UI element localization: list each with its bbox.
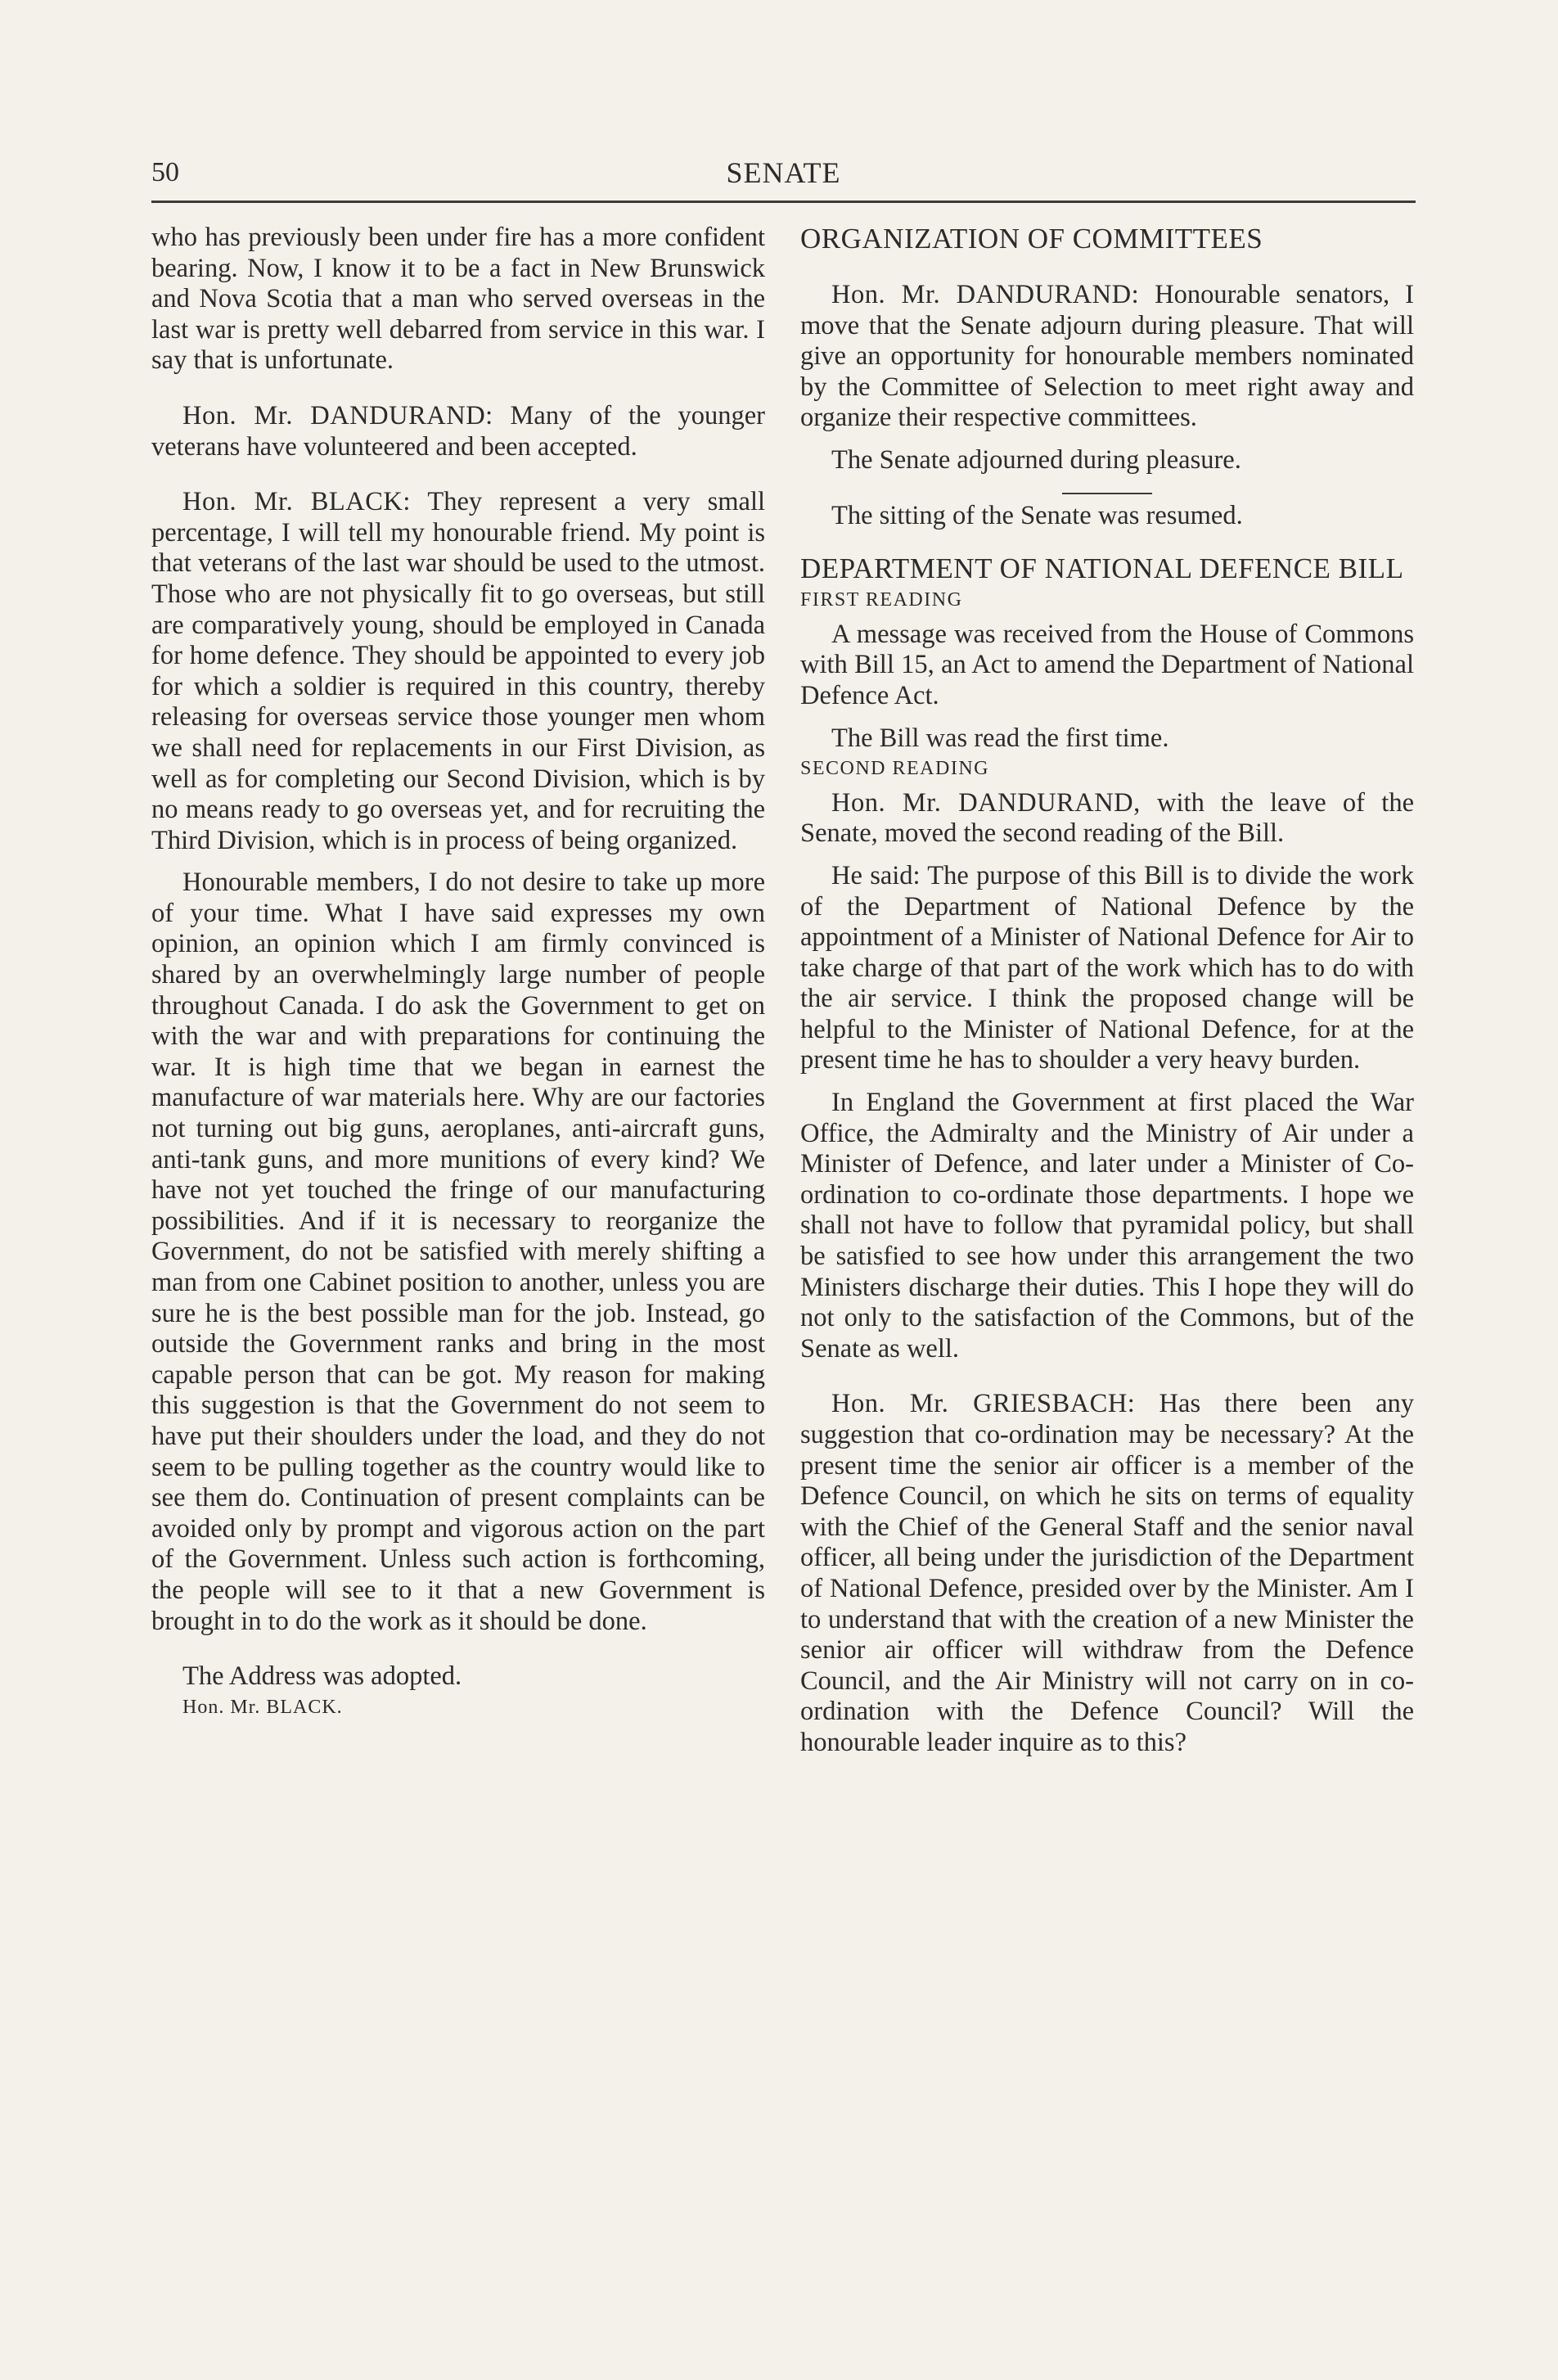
paragraph (151, 487, 765, 856)
paragraph: A message was received from the House of Commons with Bill 15, an Act to amend the Department of National Defence Act. (800, 619, 1414, 710)
paragraph: The Senate adjourned during pleasure. (831, 444, 1241, 475)
paragraph (800, 1389, 1414, 1758)
left-column (151, 223, 765, 1723)
paragraph: Honourable members, I do not desire to take up more of your time. What I have said expresses my own opinion, an opinion which I am firmly convinced is shared by an overwhelmingly large number of people throughout Canada. I do ask the Government to get on with the war and with preparations for continuing the war. It is high time that we began in earnest the manufacture of war materials here. Why are our factories not turning out big guns, aeroplanes, anti-aircraft guns, anti-tank guns, and more munitions of every kind? We have not yet touched the fringe of our manufacturing possibilities. And if it is necessary to reorganize the Government, do not be satisfied with merely shifting a man from one Cabinet position to another, unless you are sure he is the best possible man for the job. Instead, go outside the Government ranks and bring in the most capable person that can be got. My reason for making this suggestion is that the Government do not seem to have put their shoulders under the load, and they do not seem to be pulling together as the country would like to see them do. Continuation of present complaints can be avoided only by prompt and vigorous action on the part of the Government. Unless such action is forthcoming, the people will see to it that a new Government is brought in to do the work as it should be done. (151, 868, 765, 1636)
subheading: FIRST READING (800, 589, 963, 611)
speech-text: with the leave of the Senate, moved the second reading of the Bill. (800, 787, 1414, 849)
speaker-name: Hon. Mr. DANDURAND: (831, 280, 1140, 309)
speech-text: Many of the younger veterans have volunteered and been accepted. (151, 400, 765, 462)
subheading: SECOND READING (800, 758, 989, 780)
running-head: SENATE (726, 156, 841, 189)
paragraph: The Bill was read the first time. (831, 723, 1169, 753)
paragraph (800, 788, 1414, 850)
paragraph (151, 401, 765, 462)
page-number: 50 (151, 157, 179, 187)
footer-speaker-note: Hon. Mr. BLACK. (182, 1696, 343, 1718)
header-rule (151, 201, 1416, 203)
page-header (151, 149, 1416, 198)
speaker-name: Hon. Mr. DANDURAND, (831, 787, 1141, 818)
section-heading: DEPARTMENT OF NATIONAL DEFENCE BILL (800, 552, 1404, 585)
speaker-name: Hon. Mr. DANDURAND: (182, 400, 493, 430)
speech-text: Has there been any suggestion that co-ordination may be necessary? At the present time the senior air officer is a member of the Defence Council, on which he sits on terms of equality with the Chief of the General Staff and the senior naval officer, all being under the jurisdiction of the Department of National Defence, presided over by the Minister. Am I to understand that with the creation of a new Minister the senior air officer will withdraw from the Defence Council, and the Air Ministry will not carry on in co-ordination with the Defence Council? Will the honourable leader inquire as to this? (800, 1389, 1414, 1757)
speaker-name: Hon. Mr. GRIESBACH: (831, 1389, 1136, 1419)
paragraph (800, 280, 1414, 434)
section-heading: ORGANIZATION OF COMMITTEES (800, 223, 1263, 255)
section-divider (1062, 493, 1152, 494)
speech-text: Honourable senators, I move that the Senate adjourn during pleasure. That will give an opportunity for honourable members nominated by the Committee of Selection to meet right away and organize their respective committees. (800, 280, 1414, 433)
right-column (800, 223, 1414, 1759)
paragraph: In England the Government at first placed the War Office, the Admiralty and the Ministry of Air under a Minister of Defence, and later under a Minister of Co-ordination to co-ordinate those departments. I hope we shall not have to follow that pyramidal policy, but shall be satisfied to see how under this arrangement the two Ministers discharge their duties. This I hope they will do not only to the satisfaction of the Commons, but of the Senate as well. (800, 1088, 1414, 1364)
paragraph: who has previously been under fire has a more confident bearing. Now, I know it to be a fact in New Brunswick and Nova Scotia that a man who served overseas in the last war is pretty well debarred from service in this war. I say that is unfortunate. (151, 223, 765, 376)
paragraph: The Address was adopted. (182, 1661, 462, 1692)
paragraph: The sitting of the Senate was resumed. (831, 500, 1243, 530)
speech-text: They represent a very small percentage, I will tell my honourable friend. My point is that veterans of the last war should be used to the utmost. Those who are not physically fit to go overseas, but still are comparatively young, should be employed in Canada for home defence. They should be appointed to every job for which a soldier is required in this country, thereby releasing for overseas service those younger men whom we shall need for replacements in our First Division, as well as for completing our Second Division, which is by no means ready to go overseas yet, and for recruiting the Third Division, which is in process of being organized. (151, 487, 766, 855)
paragraph: He said: The purpose of this Bill is to divide the work of the Department of National Defence by the appointment of a Minister of National Defence for Air to take charge of that part of the work which has to do with the air service. I think the proposed change will be helpful to the Minister of National Defence, for at the present time he has to shoulder a very heavy burden. (800, 860, 1414, 1075)
speaker-name: Hon. Mr. BLACK: (182, 487, 411, 517)
